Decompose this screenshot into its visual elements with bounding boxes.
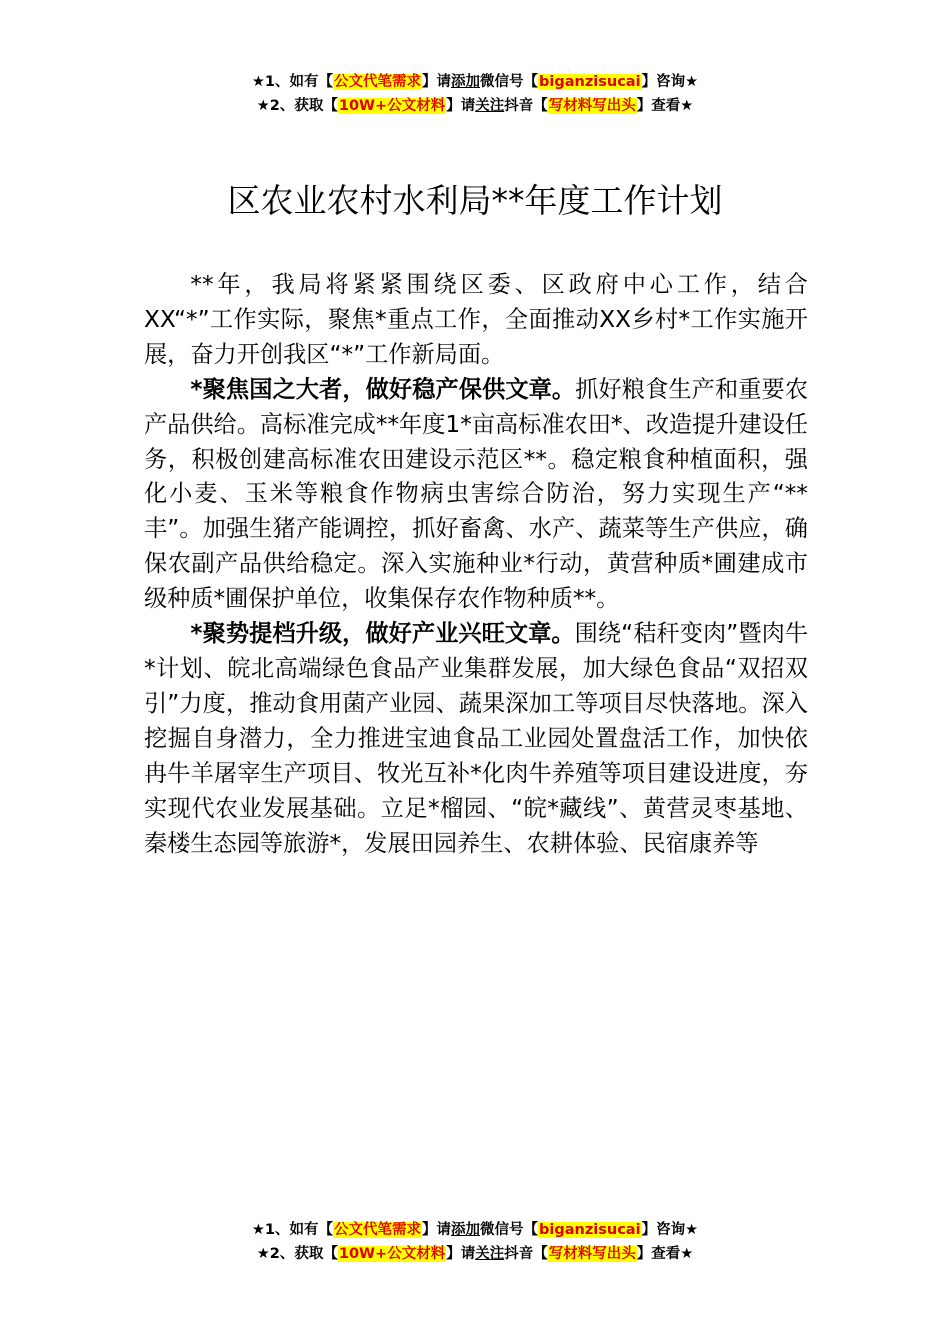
document-body: [144, 268, 808, 861]
douyin-account: 写材料写出头: [548, 98, 636, 114]
bottom-promo-banner: [0, 1218, 950, 1266]
wechat-id: biganzisucai: [539, 1222, 641, 1238]
section-heading: *聚焦国之大者，做好稳产保供文章。: [190, 375, 576, 403]
section-heading: *聚势提档升级，做好产业兴旺文章。: [190, 620, 575, 648]
douyin-account: 写材料写出头: [548, 1246, 636, 1262]
promo-highlight: 10W+公文材料: [338, 1246, 446, 1262]
document-title: 区农业农村水利局**年度工作计划: [227, 181, 723, 220]
promo-line-2: ★2、获取【10W+公文材料】请关注抖音【写材料写出头】查看★: [256, 1246, 694, 1262]
section-paragraph: [144, 617, 808, 861]
intro-paragraph: **年，我局将紧紧围绕区委、区政府中心工作，结合XX“*”工作实际，聚焦*重点工作，全面推动XX乡村*工作实施开展，奋力开创我区“*”工作新局面。: [144, 271, 808, 368]
top-promo-banner: [0, 70, 950, 118]
section-paragraph: [144, 373, 808, 617]
section-body: 围绕“秸秆变肉”暨肉牛*计划、皖北高端绿色食品产业集群发展，加大绿色食品“双招双引”力度，推动食用菌产业园、蔬果深加工等项目尽快落地。深入挖掘自身潜力，全力推进宝迪食品工业园处置盘活工作，加快依冉牛羊屠宰生产项目、牧光互补*化肉牛养殖等项目建设进度，夯实现代农业发展基础。立足*榴园、“皖*藏线”、黄营灵枣基地、秦楼生态园等旅游*，发展田园养生、农耕体验、民宿康养等: [144, 620, 809, 857]
promo-highlight: 10W+公文材料: [338, 98, 446, 114]
promo-line-1: ★1、如有【公文代笔需求】请添加微信号【biganzisucai】咨询★: [251, 1222, 699, 1238]
wechat-id: biganzisucai: [539, 74, 641, 90]
promo-highlight: 公文代笔需求: [334, 1222, 422, 1238]
promo-line-1: ★1、如有【公文代笔需求】请添加微信号【biganzisucai】咨询★: [251, 74, 699, 90]
promo-highlight: 公文代笔需求: [334, 74, 422, 90]
promo-line-2: ★2、获取【10W+公文材料】请关注抖音【写材料写出头】查看★: [256, 98, 694, 114]
section-body: 抓好粮食生产和重要农产品供给。高标准完成**年度1*亩高标准农田*、改造提升建设任务，积极创建高标准农田建设示范区**。稳定粮食种植面积，强化小麦、玉米等粮食作物病虫害综合防治，努力实现生产“**丰”。加强生猪产能调控，抓好畜禽、水产、蔬菜等生产供应，确保农副产品供给稳定。深入实施种业*行动，黄营种质*圃建成市级种质*圃保护单位，收集保存农作物种质**。: [144, 375, 809, 613]
